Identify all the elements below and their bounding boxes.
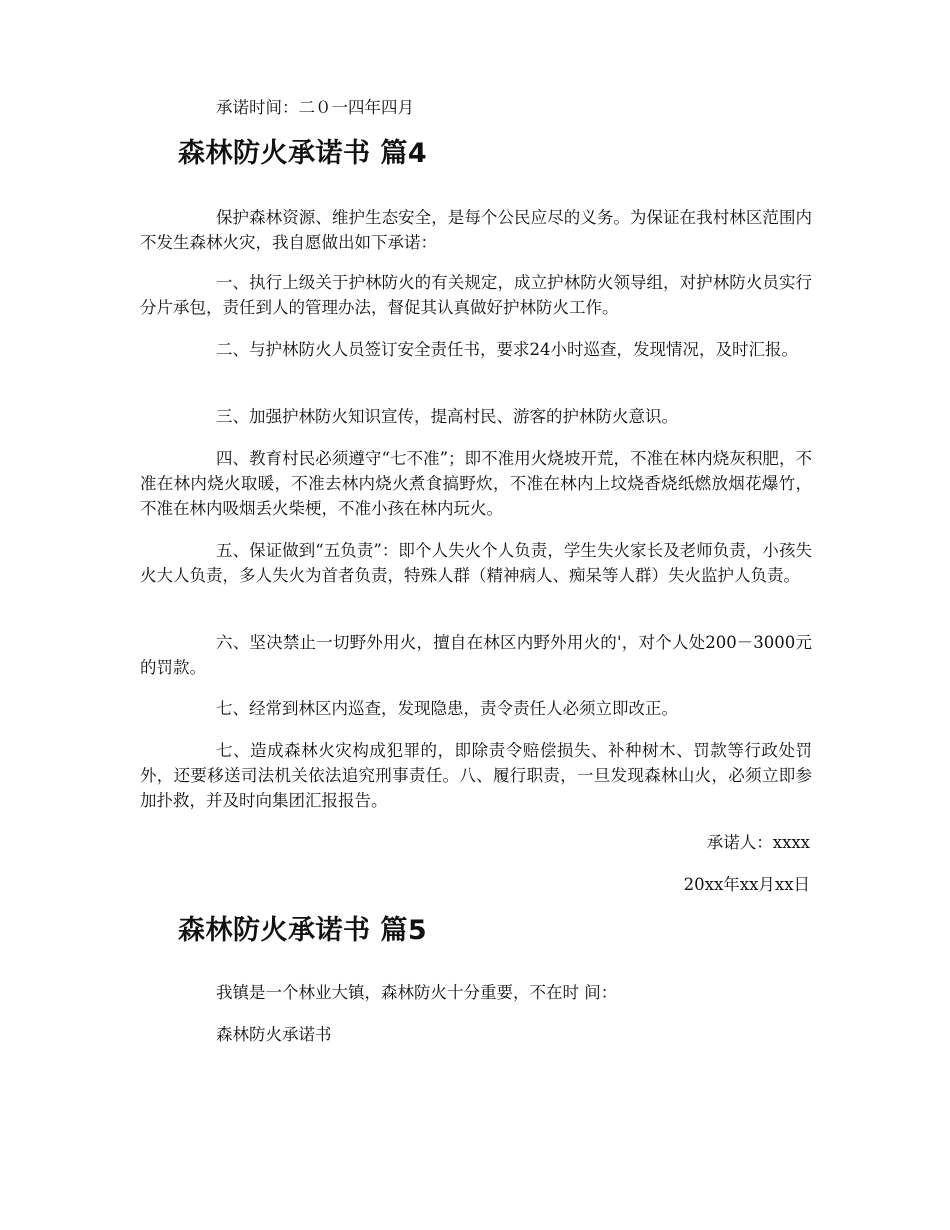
section4-paragraph-7: 七、经常到林区内巡查，发现隐患，责令责任人必须立即改正。 xyxy=(216,699,678,718)
section5-title: 森林防火承诺书 篇5 xyxy=(178,915,428,946)
section4-paragraph-1: 一、执行上级关于护林防火的有关规定，成立护林防火领导组，对护林防火员实行分片承包，责任到人的管理办法，督促其认真做好护林防火工作。 xyxy=(140,273,812,317)
section4-paragraph-4: 四、教育村民必须遵守“七不准”；即不准用火烧坡开荒，不准在林内烧灰积肥，不准在林内烧火取暖，不准去林内烧火煮食搞野炊，不准在林内上坟烧香烧纸燃放烟花爆竹，不准在林内吸烟丢火柴梗，不准小孩在林内玩火。 xyxy=(140,449,812,518)
section4-paragraph-5: 五、保证做到“五负责”：即个人失火个人负责，学生失火家长及老师负责，小孩失火大人负责，多人失火为首者负责，特殊人群（精神病人、痴呆等人群）失火监护人负责。 xyxy=(140,541,812,585)
section4-paragraph-3: 三、加强护林防火知识宣传，提高村民、游客的护林防火意识。 xyxy=(216,407,678,426)
section5-line-1: 我镇是一个林业大镇，森林防火十分重要，不在时 间： xyxy=(216,983,618,1002)
section4-paragraph-2: 二、与护林防火人员签订安全责任书，要求24小时巡查，发现情况，及时汇报。 xyxy=(216,340,798,359)
section4-paragraph-6: 六、坚决禁止一切野外用火，擅自在林区内野外用火的'，对个人处200－3000元的罚款。 xyxy=(140,633,812,677)
section4-title: 森林防火承诺书 篇4 xyxy=(178,138,428,169)
section5-line-2: 森林防火承诺书 xyxy=(216,1025,332,1044)
section4-paragraph-8: 七、造成森林火灾构成犯罪的，即除责令赔偿损失、补种树木、罚款等行政处罚外，还要移送司法机关依法追究刑事责任。八、履行职责，一旦发现森林山火，必须立即参加扑救，并及时向集团汇报报告。 xyxy=(140,741,812,810)
commitment-time: 承诺时间：二０一四年四月 xyxy=(216,98,414,117)
section4-paragraph-intro: 保护森林资源、维护生态安全，是每个公民应尽的义务。为保证在我村林区范围内不发生森林火灾，我自愿做出如下承诺： xyxy=(140,208,812,252)
signer-line: 承诺人：xxxx xyxy=(706,833,810,852)
date-line: 20xx年xx月xx日 xyxy=(683,875,810,894)
